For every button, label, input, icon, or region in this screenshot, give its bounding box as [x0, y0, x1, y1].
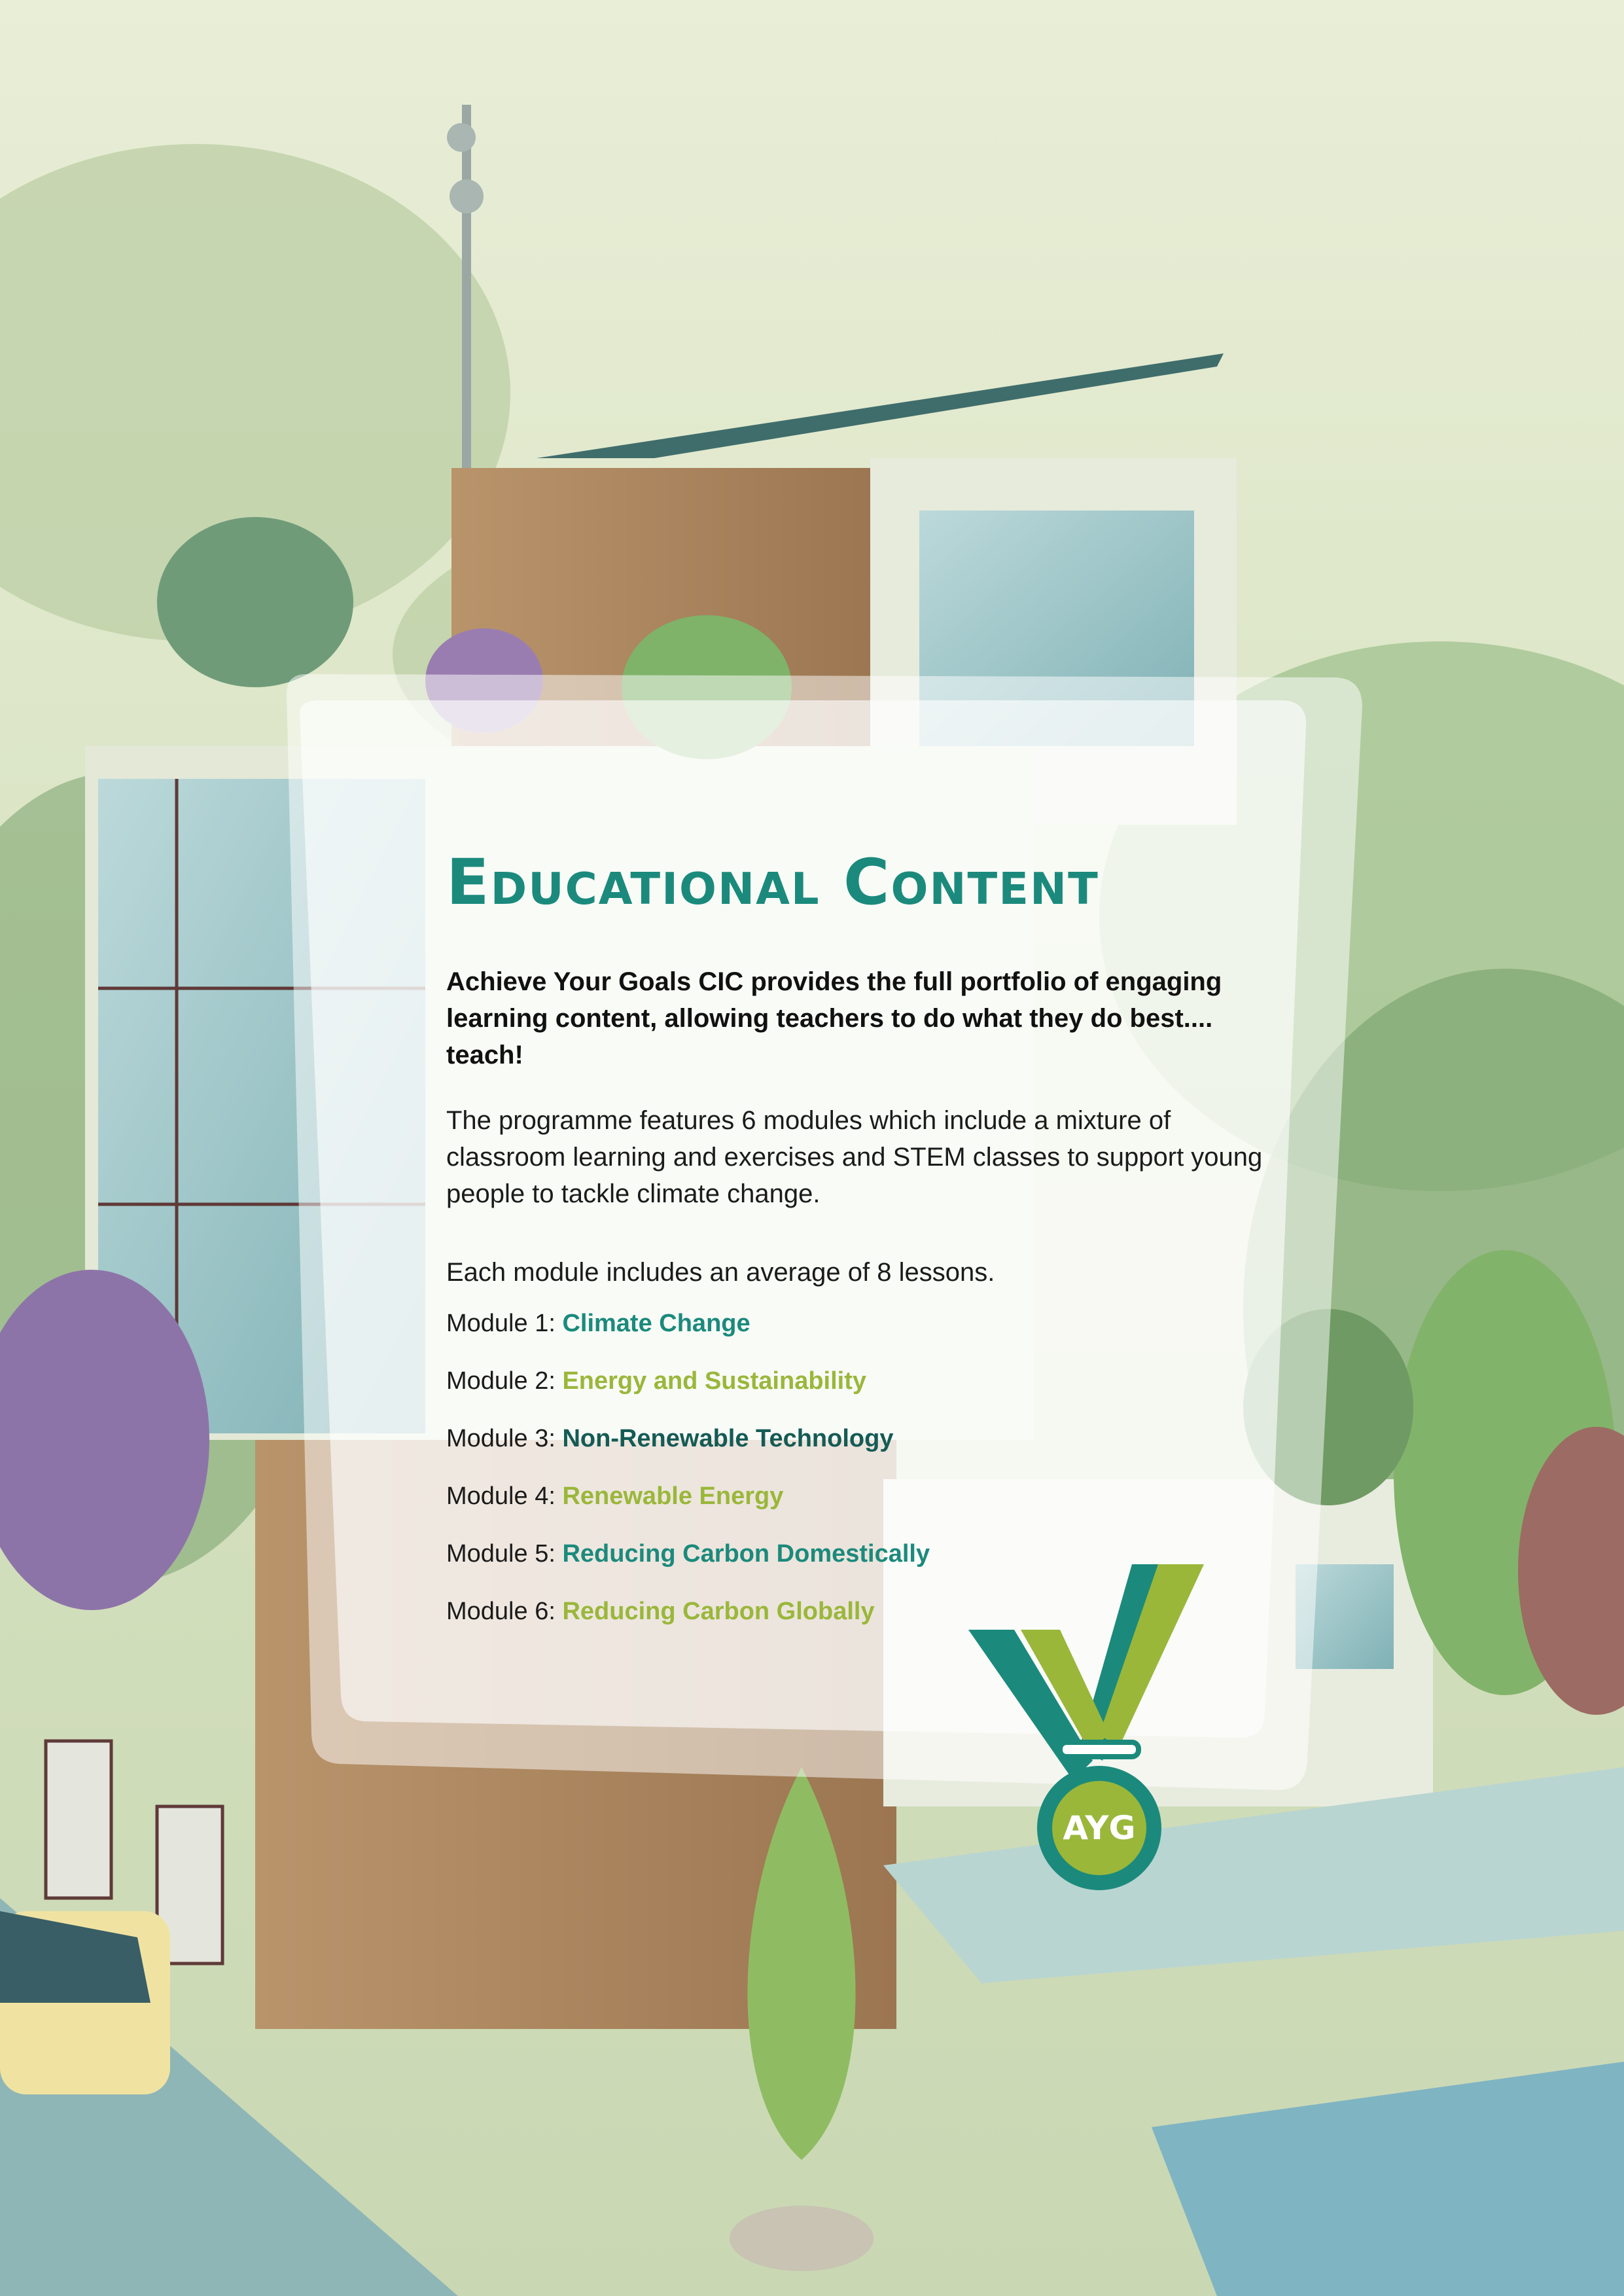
- module-name: Reducing Carbon Domestically: [562, 1540, 930, 1568]
- main-content: [446, 846, 1264, 1653]
- module-item: [446, 1365, 1264, 1397]
- module-name: Climate Change: [562, 1310, 750, 1337]
- module-prefix: Module 3:: [446, 1425, 556, 1452]
- module-name: Energy and Sustainability: [562, 1367, 867, 1395]
- module-item: [446, 1308, 1264, 1339]
- module-prefix: Module 4:: [446, 1482, 556, 1510]
- module-name: Reducing Carbon Globally: [562, 1598, 875, 1625]
- module-item: [446, 1480, 1264, 1512]
- ayg-medal-logo: [962, 1564, 1210, 1892]
- module-name: Non-Renewable Technology: [562, 1425, 894, 1452]
- module-prefix: Module 1:: [446, 1310, 556, 1337]
- module-prefix: Module 2:: [446, 1367, 556, 1395]
- module-prefix: Module 6:: [446, 1598, 556, 1625]
- module-item: [446, 1423, 1264, 1454]
- module-name: Renewable Energy: [562, 1482, 784, 1510]
- page-title: Educational Content: [446, 846, 1099, 919]
- intro-paragraph: The programme features 6 modules which include a mixture of classroom learning and exercises and STEM classes to support young people to tackle climate change.: [446, 1106, 1263, 1208]
- module-prefix: Module 5:: [446, 1540, 556, 1568]
- lessons-paragraph: Each module includes an average of 8 lessons.: [446, 1258, 995, 1287]
- lead-paragraph: Achieve Your Goals CIC provides the full portfolio of engaging learning content, allowing teachers to do what they do best.... teach!: [446, 967, 1222, 1069]
- logo-text: AYG: [1063, 1809, 1136, 1847]
